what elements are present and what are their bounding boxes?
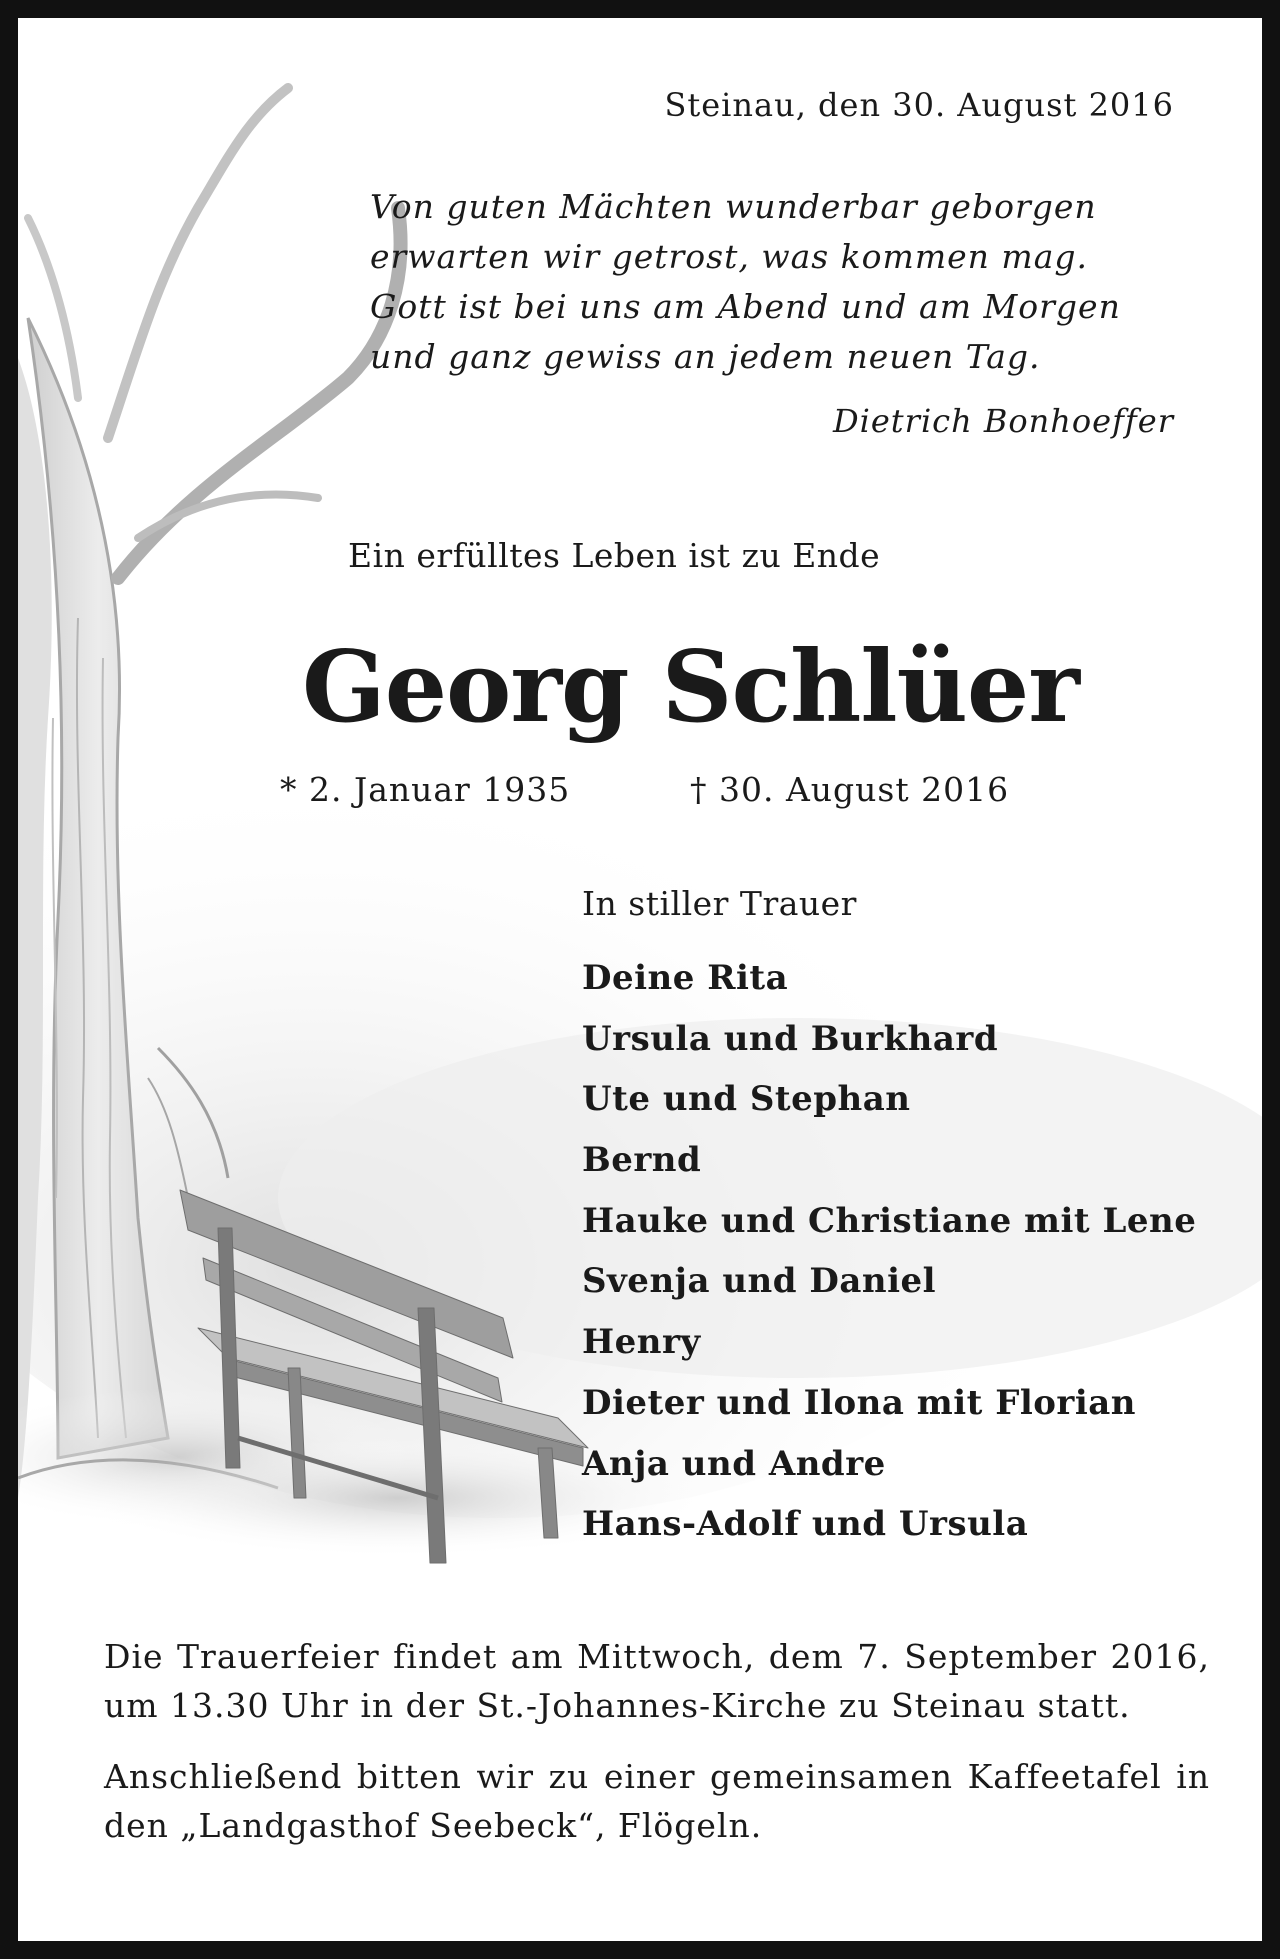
service-paragraph: Die Trauerfeier findet am Mittwoch, dem 7. September 2016, um 13.30 Uhr in der St.-Johannes-Kirche zu Steinau statt. [104,1637,1210,1725]
mourner-name: Anja und Andre [582,1443,886,1484]
mourner-name: Hans-Adolf und Ursula [582,1504,1029,1545]
mourner-name: Svenja und Daniel [582,1261,937,1302]
mourner-name: Bernd [582,1140,702,1181]
intro-line: Ein erfülltes Leben ist zu Ende [348,536,881,575]
service-info [104,1632,1210,1850]
reception-paragraph: Anschließend bitten wir zu einer gemeinsamen Kaffeetafel in den „Landgasthof Seebeck“, Flögeln. [104,1757,1210,1845]
poem-author: Dietrich Bonhoeffer [832,402,1174,440]
mourner-name: Dieter und Ilona mit Florian [582,1382,1136,1423]
poem-line: Gott ist bei uns am Abend und am Morgen [370,287,1121,326]
mourner-name: Ute und Stephan [582,1079,911,1120]
deceased-name: Georg Schlüer [302,630,1079,745]
poem [370,182,1121,382]
birth-date: * 2. Januar 1935 [280,770,571,809]
mourner-name: Henry [582,1322,701,1363]
place-date: Steinau, den 30. August 2016 [664,86,1174,124]
mourner-name: Deine Rita [582,958,789,998]
poem-line: erwarten wir getrost, was kommen mag. [370,237,1088,276]
mourner-name: Ursula und Burkhard [582,1018,999,1059]
mourners-list [582,956,1196,1563]
poem-line: Von guten Mächten wunderbar geborgen [370,187,1097,226]
death-date: † 30. August 2016 [690,770,1010,809]
mourners-label: In stiller Trauer [582,884,857,923]
mourner-name: Hauke und Christiane mit Lene [582,1200,1197,1241]
poem-line: und ganz gewiss an jedem neuen Tag. [370,337,1041,376]
